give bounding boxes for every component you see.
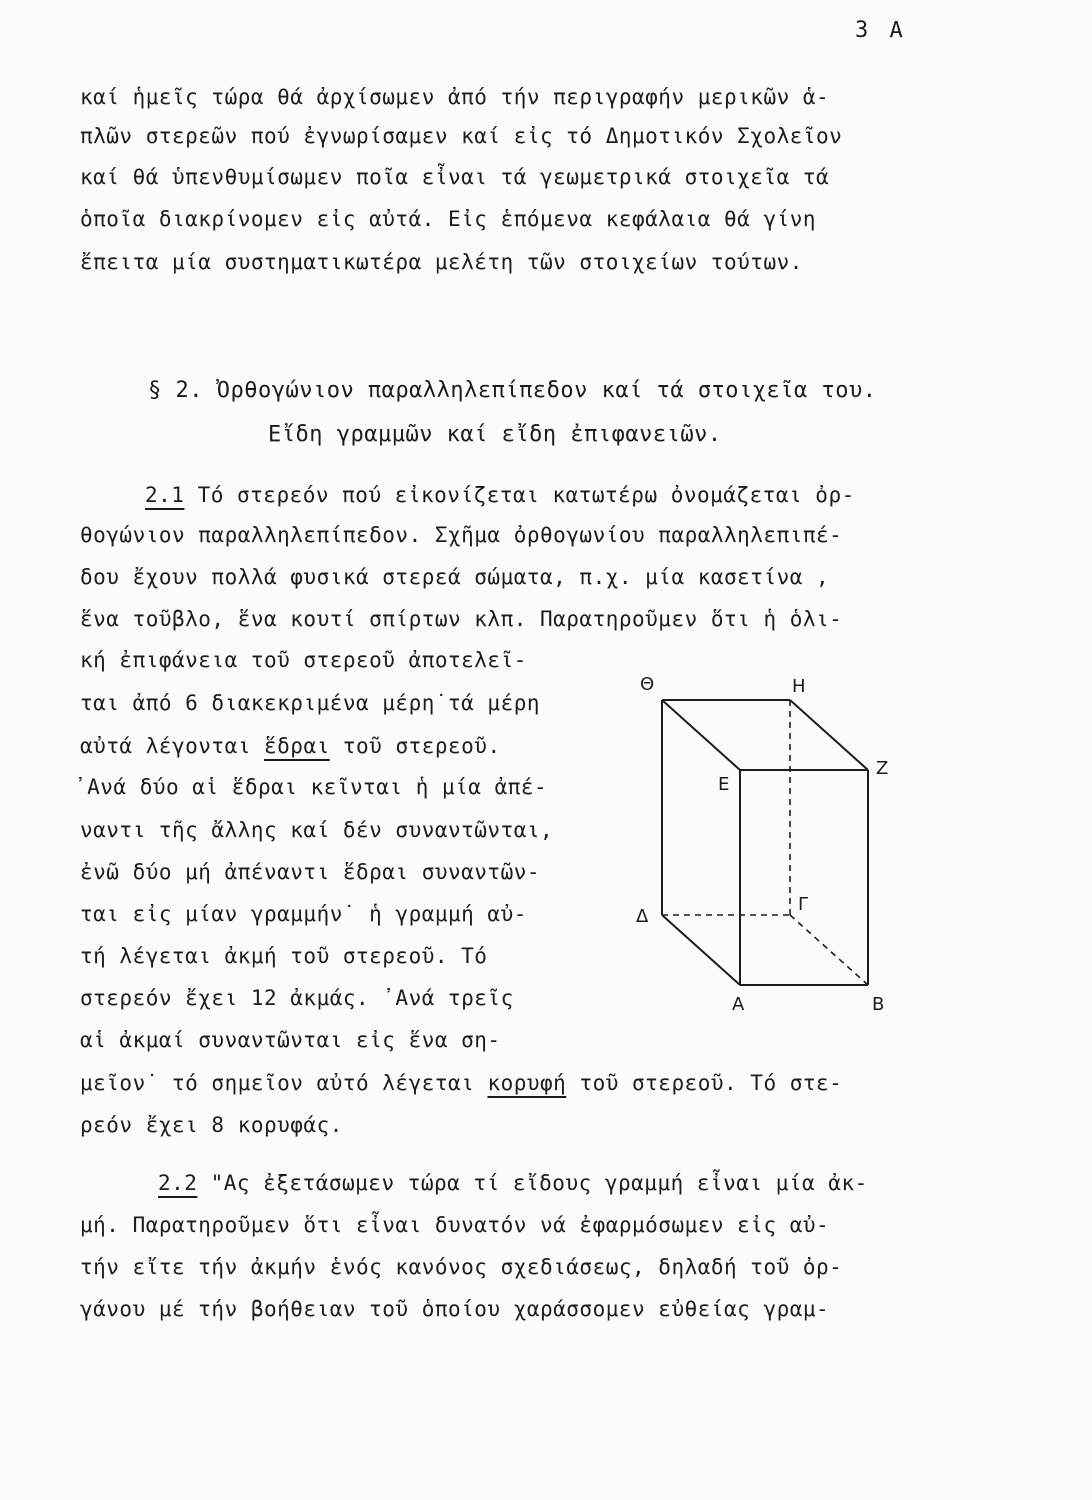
p21-line-15b: τοῦ στερεοῦ. Τό στε- [566,1071,843,1095]
p22-number: 2.2 [158,1171,198,1195]
p21-line-3: δου ἔχουν πολλά φυσικά στερεά σώματα, π.χ. μία κασετίνα , [80,565,830,589]
p21-number: 2.1 [145,483,185,507]
p21-line-12: τή λέγεται ἀκμή τοῦ στερεοῦ. Τό [80,944,488,968]
section-number: § 2. [148,378,203,403]
vertex-label-gamma: Γ [798,894,809,915]
intro-line-4: ὁποῖα διακρίνομεν εἰς αὐτά. Εἰς ἑπόμενα κεφάλαια θά γίνη [80,207,817,231]
vertex-label-beta: Β [872,994,885,1015]
intro-line-3: καί θά ὑπενθυμίσωμεν ποῖα εἶναι τά γεωμετρικά στοιχεῖα τά [80,165,830,189]
p21-line-9: ναντι τῆς ἄλλης καί δέν συναντῶνται, [80,818,554,842]
intro-line-5: ἔπειτα μία συστηματικωτέρα μελέτη τῶν στοιχείων τούτων. [80,250,803,274]
p21-line-16: ρεόν ἔχει 8 κορυφάς. [80,1113,343,1137]
p22-line-3: τήν εἴτε τήν ἀκμήν ἑνός κανόνος σχεδιάσεως, δηλαδή τοῦ ὀρ- [80,1255,843,1279]
p22-line-2: μή. Παρατηροῦμεν ὅτι εἶναι δυνατόν νά ἐφαρμόσωμεν εἰς αὐ- [80,1213,830,1237]
p21-line-1 [145,480,855,510]
term-edrai: ἕδραι [264,734,330,758]
edge-delta-alpha [662,915,740,985]
term-koryfi: κορυφή [487,1071,567,1095]
p21-line-15a: μεῖον˙ τό σημεῖον αὐτό λέγεται [80,1071,488,1095]
p21-first-text: Τό στερεόν πού εἰκονίζεται κατωτέρω ὀνομάζεται ὀρ- [184,483,855,507]
p21-line-15 [80,1068,842,1098]
edge-eta-zeta [790,700,868,770]
vertex-label-delta: Δ [636,906,649,927]
p22-line-1 [158,1168,868,1198]
p21-line-13: στερεόν ἔχει 12 ἀκμάς. ᾿Ανά τρεῖς [80,986,514,1010]
p21-line-11: ται εἰς μίαν γραμμήν˙ ἡ γραμμή αὐ- [80,902,527,926]
p21-line-7b: τοῦ στερεοῦ. [329,734,501,758]
p21-line-2: θογώνιον παραλληλεπίπεδον. Σχῆμα ὀρθογωνίου παραλληλεπιπέ- [80,523,843,547]
intro-line-2: πλῶν στερεῶν πού ἐγνωρίσαμεν καί εἰς τό Δημοτικόν Σχολεῖον [80,124,843,148]
p21-line-10: ἐνῶ δύο μή ἀπέναντι ἕδραι συναντῶν- [80,860,541,884]
edge-theta-epsilon [662,700,740,770]
edge-gamma-beta [790,915,868,985]
intro-line-1: καί ἡμεῖς τώρα θά ἀρχίσωμεν ἀπό τήν περιγραφήν μερικῶν ἁ- [80,85,830,109]
vertex-label-eta: Η [792,676,806,697]
parallelepiped-figure [620,660,910,1030]
p21-line-7a: αὐτά λέγονται [80,734,265,758]
vertex-label-zeta: Ζ [876,758,889,779]
page-number: 3 Α [855,18,907,43]
p22-first-text: "Ας ἐξετάσωμεν τώρα τί εἴδους γραμμή εἶναι μία ἀκ- [197,1171,868,1195]
p22-line-4: γάνου μέ τήν βοήθειαν τοῦ ὁποίου χαράσσομεν εὐθείας γραμ- [80,1297,830,1321]
p21-line-7 [80,731,501,761]
vertex-label-theta: Θ [640,674,655,695]
p21-line-14: αἱ ἀκμαί συναντῶνται εἰς ἕνα ση- [80,1028,501,1052]
solid-edges [662,700,868,985]
p21-line-4: ἕνα τοῦβλο, ἕνα κουτί σπίρτων κλπ. Παρατηροῦμεν ὅτι ἡ ὁλι- [80,607,843,631]
p21-line-8: ᾿Ανά δύο αἱ ἕδραι κεῖνται ἡ μία ἀπέ- [74,775,548,799]
p21-line-6: ται ἀπό 6 διακεκριμένα μέρη˙τά μέρη [80,691,541,715]
vertex-label-alpha: Α [732,994,745,1015]
section-subtitle: Εἴδη γραμμῶν καί εἴδη ἐπιφανειῶν. [268,422,722,447]
vertex-label-epsilon: Ε [718,774,730,795]
p21-line-5: κή ἐπιφάνεια τοῦ στερεοῦ ἀποτελεῖ- [80,648,527,672]
section-heading [148,376,877,406]
section-title: Ὀρθογώνιον παραλληλεπίπεδον καί τά στοιχεῖα του. [216,378,877,403]
